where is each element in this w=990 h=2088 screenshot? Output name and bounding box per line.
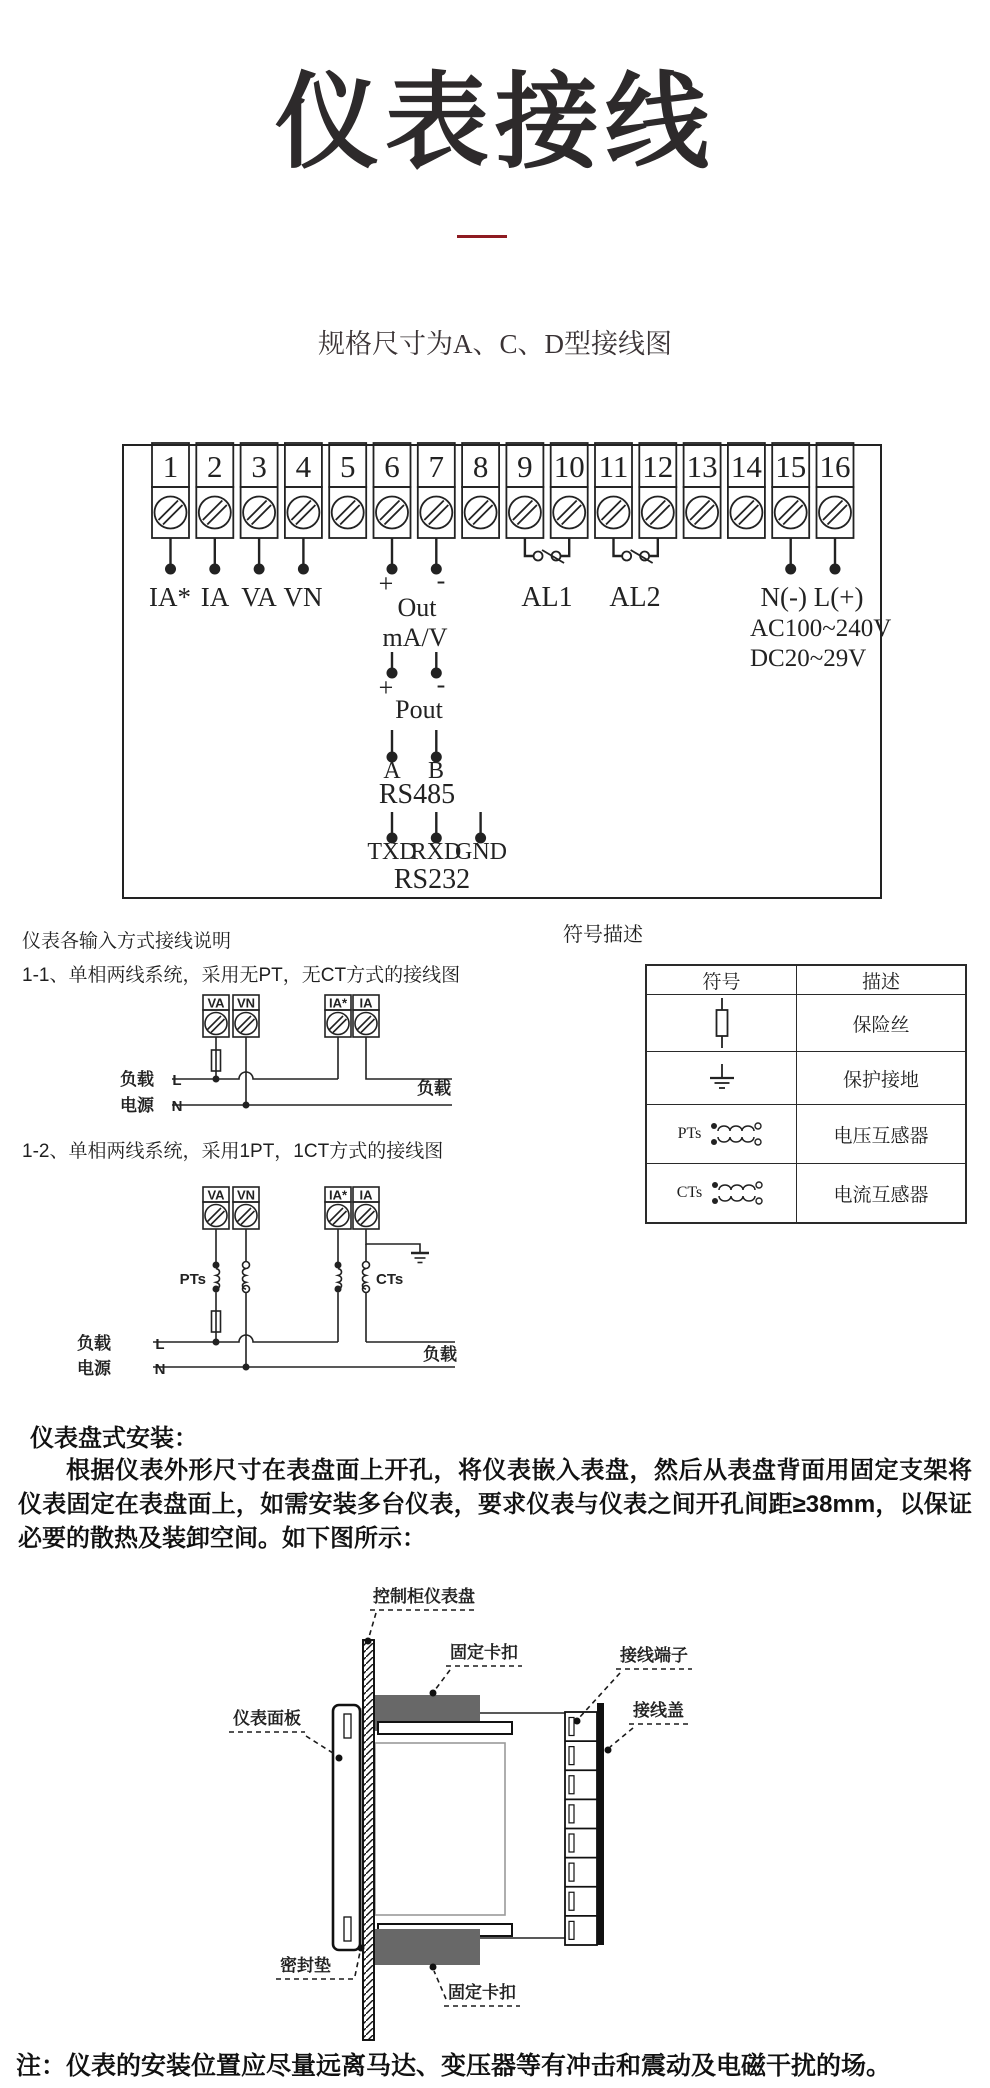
symbol-desc: 保险丝 — [852, 1014, 910, 1036]
svg-text:VN: VN — [236, 1187, 256, 1203]
svg-text:12: 12 — [642, 449, 674, 484]
pin-label-vn: VN — [283, 582, 323, 612]
mounting-panel — [363, 1640, 374, 2040]
svg-text:2: 2 — [207, 449, 223, 484]
d2-line-n: N — [154, 1361, 166, 1378]
symbol-desc: 保护接地 — [842, 1069, 919, 1091]
fuse-icon — [711, 997, 733, 1049]
svg-text:8: 8 — [472, 449, 489, 484]
pt-icon — [647, 1105, 797, 1163]
out-minus: - — [436, 566, 446, 595]
label-cover: 接线盖 — [633, 1701, 684, 1720]
ct-icon — [647, 1164, 797, 1222]
label-clip-top: 固定卡扣 — [450, 1643, 518, 1662]
svg-text:1: 1 — [162, 449, 179, 484]
svg-text:VA: VA — [207, 995, 225, 1011]
d1-line-n: N — [171, 1098, 183, 1115]
power-dc: DC20~29V — [750, 645, 867, 672]
rs485-pin-b: B — [427, 758, 445, 784]
wiring-diagram-1-2 — [0, 1185, 470, 1400]
symbol-table-row — [647, 1051, 965, 1104]
terminal-cover-bar — [597, 1703, 604, 1945]
fuse-icon — [647, 995, 797, 1051]
svg-text:11: 11 — [598, 449, 629, 484]
terminal-ladder — [565, 1712, 597, 1945]
d2-source-left: 电源 — [77, 1359, 111, 1378]
svg-text:13: 13 — [686, 449, 718, 484]
line-l — [172, 1072, 338, 1079]
svg-text:15: 15 — [775, 449, 807, 484]
svg-text:16: 16 — [819, 449, 851, 484]
desc-column-header: 描述 — [861, 971, 900, 993]
ct-label: CTs — [376, 1271, 404, 1288]
terminal-wiring-diagram — [0, 440, 990, 905]
symbol-desc: 电流互感器 — [833, 1184, 929, 1206]
power-label: N(-) L(+) — [760, 582, 864, 612]
label-clip-bottom: 固定卡扣 — [448, 1983, 516, 2002]
bottom-note: 注：仪表的安装位置应尽量远离马达、变压器等有冲击和震动及电磁干扰的场。 — [16, 2052, 892, 2080]
rs232-pin-rxd: RXD — [410, 839, 462, 865]
ground-icon — [647, 1052, 797, 1104]
transformer-icon — [708, 1175, 766, 1211]
svg-text:IA*: IA* — [328, 1187, 348, 1203]
wiring-notes-heading: 仪表各输入方式接线说明 — [22, 931, 232, 952]
label-gasket: 密封垫 — [280, 1956, 331, 1975]
svg-text:10: 10 — [553, 449, 585, 484]
svg-text:3: 3 — [251, 449, 267, 484]
symbol-label: CTs — [676, 1184, 703, 1201]
wiring-diagram-1-1 — [0, 990, 470, 1120]
svg-text:VN: VN — [236, 995, 256, 1011]
pin-label-ia-star: IA* — [149, 582, 191, 612]
symbol-column-header: 符号 — [647, 966, 797, 994]
svg-text:5: 5 — [339, 449, 356, 484]
symbol-table-heading: 符号描述 — [563, 924, 643, 946]
symbol-table-row — [647, 1163, 965, 1222]
svg-text:6: 6 — [384, 449, 400, 484]
symbol-table-row — [647, 1104, 965, 1163]
bracket-top — [378, 1722, 512, 1734]
pout-label: Pout — [395, 695, 443, 724]
alarm2-label: AL2 — [609, 582, 661, 613]
svg-text:IA*: IA* — [328, 995, 348, 1011]
label-terminals: 接线端子 — [620, 1646, 688, 1665]
faceplate — [333, 1705, 360, 1950]
svg-text:IA: IA — [359, 1187, 373, 1203]
svg-text:9: 9 — [517, 449, 533, 484]
d2-line-l: L — [155, 1336, 165, 1353]
symbol-table — [645, 964, 967, 1224]
out-unit: mA/V — [382, 623, 448, 652]
rs485-pin-a: A — [383, 758, 401, 784]
pin-label-ia: IA — [200, 582, 230, 612]
d1-line-l: L — [172, 1072, 182, 1089]
rs232-pin-gnd: GND — [455, 839, 507, 865]
diagram1-caption: 1-1、单相两线系统，采用无PT，无CT方式的接线图 — [22, 965, 461, 986]
d2-load-right: 负载 — [423, 1345, 457, 1364]
rs232-label: RS232 — [393, 864, 471, 895]
pout-minus: - — [436, 670, 446, 699]
installation-heading: 仪表盘式安装： — [30, 1425, 198, 1452]
diagram2-caption: 1-2、单相两线系统，采用1PT，1CT方式的接线图 — [22, 1141, 444, 1162]
title-underline — [457, 235, 507, 238]
installation-diagram — [170, 1580, 700, 2045]
ground-icon — [411, 1253, 429, 1263]
svg-text:4: 4 — [295, 449, 312, 484]
transformer-icon — [707, 1116, 765, 1152]
d1-load-left: 负载 — [120, 1070, 154, 1089]
label-panel: 控制柜仪表盘 — [373, 1587, 475, 1606]
power-ac: AC100~240V — [750, 615, 892, 642]
svg-text:VA: VA — [207, 1187, 225, 1203]
symbol-desc: 电压互感器 — [833, 1125, 929, 1147]
svg-text:IA: IA — [359, 995, 373, 1011]
symbol-label: PTs — [677, 1125, 702, 1142]
out-plus: + — [378, 569, 394, 598]
svg-text:14: 14 — [730, 449, 762, 484]
svg-text:7: 7 — [428, 449, 445, 484]
meter-body — [375, 1743, 505, 1915]
terminal-strip — [152, 443, 854, 538]
rs232-pin-txd: TXD — [367, 839, 417, 865]
label-faceplate: 仪表面板 — [233, 1709, 301, 1728]
installation-paragraph: 根据仪表外形尺寸在表盘面上开孔，将仪表嵌入表盘，然后从表盘背面用固定支架将仪表固定在表盘面上，如需安装多台仪表，要求仪表与仪表之间开孔间距≥38mm，以保证必要的散热及装卸空间。如下图所示： — [18, 1457, 972, 1553]
ground-icon — [705, 1063, 739, 1093]
pt-label: PTs — [179, 1271, 206, 1288]
alarm1-label: AL1 — [521, 582, 573, 613]
pout-plus: + — [378, 673, 394, 702]
symbol-table-row — [647, 994, 965, 1051]
subtitle: 规格尺寸为A、C、D型接线图 — [317, 329, 672, 359]
out-label: Out — [397, 593, 437, 622]
d2-load-left: 负载 — [77, 1334, 111, 1353]
fixing-clip-bottom — [373, 1929, 480, 1965]
d1-load-right: 负载 — [417, 1079, 451, 1098]
d1-source-left: 电源 — [120, 1096, 154, 1115]
pin-label-va: VA — [241, 582, 277, 612]
page-title: 仪表接线 — [274, 65, 715, 181]
rs485-label: RS485 — [378, 779, 456, 810]
